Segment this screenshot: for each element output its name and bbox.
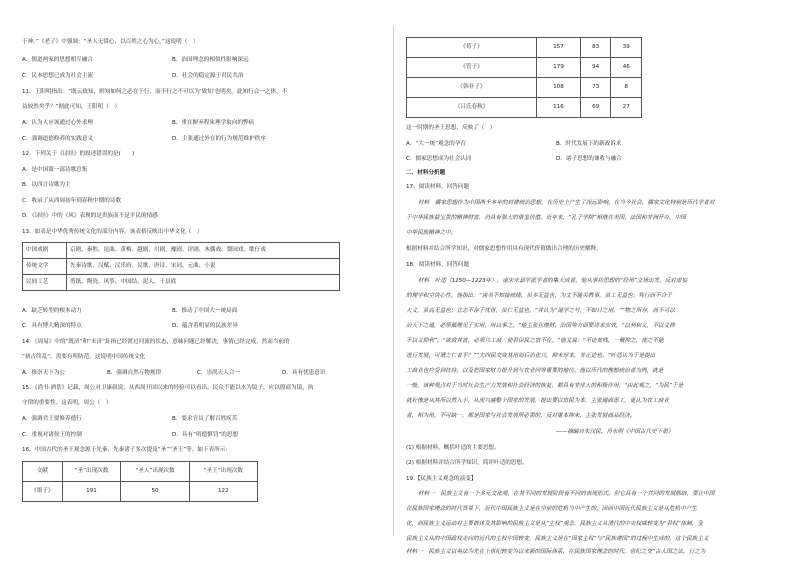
table-cell: 剪纸、陶瓷、风筝、中国结、泥人、千层底 <box>67 275 340 291</box>
table-cell: 116 <box>536 98 580 118</box>
q10-option-d[interactable]: D．社会的稳定源于君民共治 <box>172 73 244 79</box>
table-row <box>23 259 340 275</box>
q15-option-d[interactable]: D．具有“明德慎罚”的思想 <box>172 432 239 438</box>
q16-stem-tail: 这一时期的圣王思想，反映了（ ） <box>406 125 496 131</box>
table-cell: 京剧、秦腔、昆曲、黄梅、越剧、川剧、豫剧、评剧、木偶戏、梨园戏、歌仔戏 <box>67 243 340 259</box>
table-header-cell: “圣王”出现次数 <box>189 462 257 482</box>
q17-material-line1: 材料 儒家思想作为中国两千多年的封建统治思想，在历史上产生了深远影响。在当今社会，儒家文化特别是历代学者对 <box>418 200 715 206</box>
table-cell: 《韩非子》 <box>407 78 537 98</box>
q18-material-line: 治天下之道，必须循理见于实用，用以事之。”他主张在理财、治国等方面要讲求实效，“以利和义，不以义抑 <box>406 323 675 329</box>
q18-material-line: 不以义抑利”。“欲致其富，必须兴工商，使君臣民之富不在。”他又说：“不论贫贱，一概抑之，使之不能 <box>406 338 664 344</box>
table-cell: 《管子》 <box>407 58 537 78</box>
table-cell: 民间工艺 <box>23 275 67 291</box>
q16-option-d[interactable]: D．诸子思想的兼收与融合 <box>556 156 622 162</box>
q14-option-d[interactable]: D．具有忧患意识 <box>282 370 326 376</box>
right-column <box>406 0 766 562</box>
q18-subquestion-1: (1) 根据材料，概括叶适的主要思想。 <box>406 445 500 451</box>
table-cell: 191 <box>62 482 121 502</box>
q11-stem-line2: 益较然矣乎？”据此可知，王阳明（ ） <box>22 104 120 110</box>
table-cell: 8 <box>611 78 642 98</box>
q18-label: 18．阅读材料，回答问题 <box>406 262 470 268</box>
q18-material-line: 工商业也应受到扶持，以及把国家财力提升到与农业同等重要的地位。他以历代的理想统治者为例，就是 <box>406 368 664 374</box>
q16-table-continued <box>406 37 642 118</box>
q14-stem-line1: 14．《周易》中的“既济”和“未济”卦指已经渡过河流的状态，意味问题已经解决，事情已经完成，然而当前的 <box>22 339 290 345</box>
q11-option-d[interactable]: D．主张通过外在的行为规范维护秩序 <box>172 136 266 142</box>
q15-option-c[interactable]: C．重视对诸侯王的控制 <box>22 432 82 438</box>
q18-material-line: 者，相为用，不可缺一，都是国家与社会发展所必需的，反对重本抑末，主张发展商品经济。 <box>406 413 636 419</box>
table-row <box>407 98 642 118</box>
table-cell: 108 <box>536 78 580 98</box>
q18-subquestion-2: (2) 根据材料并结合所学知识，简评叶适的思想。 <box>406 460 528 466</box>
q18-material-line: 材料 叶适（1150—1223年），南宋永嘉学派学者的集大成者。他从事功思想的“经用”立场出发，反对虚妄 <box>418 278 688 284</box>
table-cell: 46 <box>611 58 642 78</box>
q19-material-line: 在民族国家理念的时代背景下，近代中国民族主义是在空前的危机当中产生的，因而中国近代民族主义是从危机中产生 <box>406 506 697 512</box>
left-column <box>22 0 382 562</box>
q15-stem-line2: 守律的重要性。这表明，周公（ ） <box>22 400 112 406</box>
q15-option-b[interactable]: B．要求官员了解百姓疾苦 <box>172 416 238 422</box>
q15-option-a[interactable]: A．强调君王要修养德行 <box>22 416 82 422</box>
table-row <box>407 78 642 98</box>
q19-material-line: 材料一 民族主义有一个多元文化观，在其不同的发展阶段有不同的表现形式。但它具有一个共同的发展脉络，要让中国 <box>418 491 715 497</box>
table-cell: 先秦诗歌、汉赋、汉乐府、民歌、唐诗、宋词、元曲、小说 <box>67 259 340 275</box>
q14-stem-line2: “初吉终乱”，需要有所防范。这说明中国传统文化 <box>22 354 146 360</box>
q17-label: 17．阅读材料，回答问题 <box>406 184 470 190</box>
q11-option-b[interactable]: B．重在摒弃程朱理学取向的弊病 <box>172 120 255 126</box>
q16-option-c[interactable]: C．儒家思想成为社会认同 <box>406 156 472 162</box>
table-cell: 39 <box>611 38 642 58</box>
q13-table <box>22 242 340 291</box>
table-row <box>23 275 340 291</box>
q14-option-a[interactable]: A．推崇天下为公 <box>22 370 65 376</box>
q10-option-b[interactable]: B．治国理念的相似性影响深远 <box>172 57 249 63</box>
table-header-cell: “圣人”出现次数 <box>121 462 189 482</box>
table-cell: 27 <box>611 98 642 118</box>
q10-option-c[interactable]: C．民本思想已成为社会主流 <box>22 73 94 79</box>
q15-stem-line1: 15．《尚书·酒诰》记载，周公对卫康叔说，从西周开国以来的经验可以看出，民众不能以水为镜子，应以殷商为镜，执 <box>22 385 314 391</box>
q13-option-a[interactable]: A．缺乏转型的根本动力 <box>22 308 82 314</box>
table-cell: 50 <box>121 482 189 502</box>
table-cell: 122 <box>189 482 257 502</box>
q12-option-b[interactable]: B．以四言诗歌为主 <box>22 182 71 188</box>
table-cell: 《墨子》 <box>23 482 63 502</box>
table-header-row <box>23 462 258 482</box>
q12-option-a[interactable]: A．是中国第一部诗歌总集 <box>22 167 88 173</box>
q18-material-line: 进行发展，可谓之仁者乎？”“夫四民交致其用而后治化兴，抑末厚本，非正论也。”叶适认为于是提出 <box>406 353 656 359</box>
q10-option-a[interactable]: A．儒道两家的思想相互融合 <box>22 57 93 63</box>
q12-stem: 12．下列关于《诗经》的叙述错误的是( ) <box>22 151 135 157</box>
table-header-cell: “圣”出现次数 <box>62 462 121 482</box>
q11-option-a[interactable]: A．认为人应该通过心外求理 <box>22 120 93 126</box>
table-row <box>23 482 258 502</box>
table-cell: 传统文学 <box>23 259 67 275</box>
q12-option-c[interactable]: C．收录了从西周初年到春秋中期的诗歌 <box>22 198 122 204</box>
q18-material-line: 就好像是从其所以然入手，从而兴盛整个国家的发展，提出要以富民为本，主张通商惠工，更认为农工商业 <box>406 398 669 404</box>
q19-material-line: 民族主义从的中国政权走向的近代的主权中国转变，民族主义是在“国家主权”与“民族建国”的过程中生成的，这个民族主义 <box>406 536 709 542</box>
q13-option-c[interactable]: C．具有博大精深的特点 <box>22 323 82 329</box>
q19-label: 19.【民族主义观念的演变】 <box>406 476 477 482</box>
table-cell: 179 <box>536 58 580 78</box>
q13-stem: 13．如表是中华优秀传统文化的部分内容。该表格反映出中华文化（ ） <box>22 229 203 235</box>
column-divider <box>393 26 394 536</box>
table-cell: 中国戏剧 <box>23 243 67 259</box>
q11-option-c[interactable]: C．强调道德修养的实践意义 <box>22 136 94 142</box>
q10-stem: 于神。”《老子》中强调：“圣人无常心，以百姓之心为心。”这说明（ ） <box>22 39 199 45</box>
q18-source: ——摘编自朱汉民、肖永明《中国古代史下册》 <box>556 429 674 435</box>
q11-stem-line1: 11．王阳明指出：“既云致知，则知如何之必在于行，而不行之不可以为‘致知’也明矣。此知行合一之体，不 <box>22 89 288 95</box>
q19-material-line: 材料一 民族主义以英法为先在上世纪转变为以来新的国际体系，在民族国家理念的时代，世纪之交“古人国之法，行之为 <box>406 549 706 555</box>
section-heading: 二、材料分析题 <box>406 170 446 176</box>
q17-material-line3: 中华民族精神之中。 <box>406 230 457 236</box>
table-cell: 73 <box>580 78 611 98</box>
q14-option-c[interactable]: C．崇尚天人合一 <box>197 370 241 376</box>
table-header-cell: 文献 <box>23 462 63 482</box>
q16-option-b[interactable]: B．时代发展下的新政诉求 <box>556 141 622 147</box>
q13-option-b[interactable]: B．推动了中国大一统局面 <box>172 308 238 314</box>
q16-stem: 16．中国古代的圣王观念源于先秦，先秦诸子多次提及“圣”“圣王”等。如下表所示： <box>22 447 231 453</box>
q17-material-line2: 于中华民族最宝贵的精神财富，仍具有强大的借鉴价值。近年来，“孔子学院”相继在美国、法国和非洲开办，中国 <box>406 215 686 221</box>
table-cell: 69 <box>580 98 611 118</box>
table-cell: 83 <box>580 38 611 58</box>
table-cell: 《荀子》 <box>407 38 537 58</box>
q18-material-line: 一般，该种观点对于当时社会生产力发展和社会经济的恢复，都具有非常大的积极作用，“由此观之，“为民”于是 <box>406 383 684 389</box>
table-cell: 《吕氏春秋》 <box>407 98 537 118</box>
table-cell: 94 <box>580 58 611 78</box>
table-row <box>407 58 642 78</box>
q16-table <box>22 461 258 502</box>
q17-question: 根据材料并结合所学知识，对儒家思想作用具有现代价值做出合理的历史解释。 <box>406 246 602 252</box>
q18-material-line: 的理学和空谈心性。他指出：“读书不知接统绪，虽多无益也；为文不能关教事，虽工无益也；笃行而不合于 <box>406 293 672 299</box>
q12-option-d[interactable]: D．《诗经》中的《风》表现的是贵族而不是平民的情感 <box>22 213 158 219</box>
q16-option-a[interactable]: A．“大一统”观念的孕育 <box>406 141 466 147</box>
q14-option-b[interactable]: B．强调自然万物规律 <box>107 370 162 376</box>
table-cell: 157 <box>536 38 580 58</box>
table-row <box>23 243 340 259</box>
q18-material-line: 大义，虽高无益也；立志不存于忧世，虽仁无益也。”并认为“道学之号，不如日之用。”“物之所存，而不可以 <box>406 308 675 314</box>
q13-option-d[interactable]: D．蕴含着明显的民族差异 <box>172 323 238 329</box>
table-row <box>407 38 642 58</box>
q19-material-line: 化，而民族主义运动对主要群体及其影响的民族主义是从“主权”观念，民族主义从清代的中央权威转变为“君权”体制，及 <box>406 521 703 527</box>
